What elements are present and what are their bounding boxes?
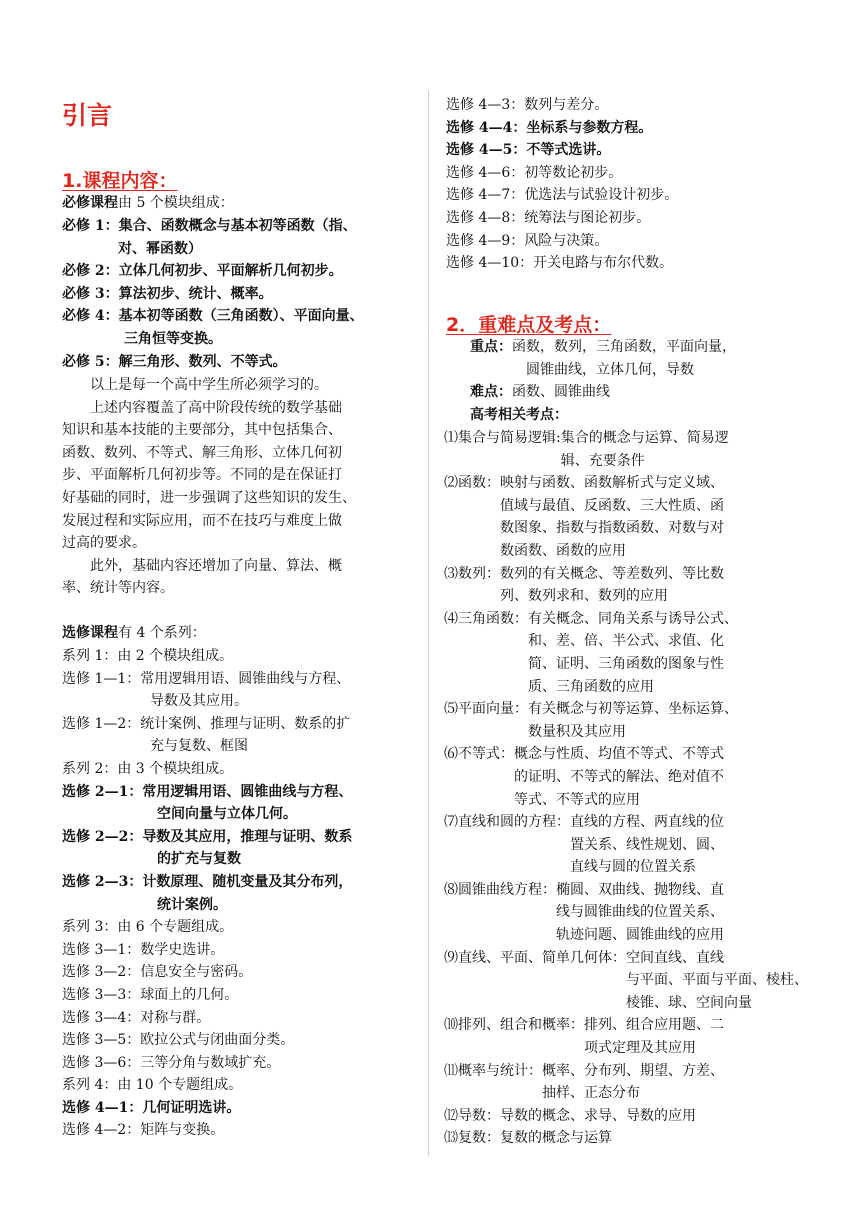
exam-point-topic: 导数： bbox=[458, 1107, 500, 1124]
exam-point-topic: 直线和圆的方程： bbox=[458, 814, 570, 831]
required-item: 必修 2：立体几何初步、平面解析几何初步。 bbox=[62, 263, 343, 280]
elective-line: 选修 2—1：常用逻辑用语、圆锥曲线与方程、 bbox=[62, 783, 353, 800]
exam-point-cont: 和、差、倍、半公式、求值、化 bbox=[528, 633, 724, 650]
exam-point-topic: 直线、平面、简单几何体： bbox=[458, 949, 626, 966]
exam-point-first-line bbox=[444, 743, 814, 766]
elective-line: 系列 4：由 10 个专题组成。 bbox=[62, 1077, 243, 1094]
exam-point-marker: ⑷ bbox=[444, 610, 458, 627]
required-intro bbox=[62, 192, 234, 215]
exam-point-topic: 函数： bbox=[458, 475, 500, 492]
exam-point bbox=[444, 472, 814, 562]
exam-point bbox=[444, 608, 814, 698]
elective-line-cont: 空间向量与立体几何。 bbox=[157, 806, 297, 823]
elective-line: 选修 4—3：数列与差分。 bbox=[446, 97, 609, 113]
elective-line: 选修 4—1：几何证明选讲。 bbox=[62, 1099, 241, 1116]
exam-point-text: 概念与性质、均值不等式、不等式 bbox=[514, 746, 724, 763]
exam-point-cont: 棱锥、球、空间向量 bbox=[626, 994, 752, 1011]
exam-point-topic: 平面向量： bbox=[458, 701, 528, 718]
exam-point-marker: ⑸ bbox=[444, 701, 458, 718]
section-1-heading: 1.课程内容： bbox=[62, 170, 178, 192]
exam-point-first-line bbox=[444, 879, 814, 902]
elective-line: 选修 3—1：数学史选讲。 bbox=[62, 941, 225, 958]
elective-list-continued bbox=[446, 94, 678, 275]
column-divider bbox=[428, 90, 429, 1156]
exam-point-topic: 数列： bbox=[458, 565, 500, 582]
elective-line: 选修 3—6：三等分角与数域扩充。 bbox=[62, 1054, 281, 1071]
elective-line-cont: 的扩充与复数 bbox=[157, 851, 241, 868]
exam-points-list bbox=[444, 427, 814, 1150]
exam-point-cont: 简、证明、三角函数的图象与性 bbox=[528, 655, 724, 672]
elective-line-cont: 充与复数、框图 bbox=[150, 738, 248, 755]
exam-point-cont: 轨迹问题、圆锥曲线的应用 bbox=[556, 927, 724, 944]
elective-list bbox=[62, 645, 352, 1142]
exam-point-cont: 值域与最值、反函数、三大性质、函 bbox=[500, 497, 724, 514]
elective-line: 选修 3—2：信息安全与密码。 bbox=[62, 964, 253, 981]
elective-line-cont: 导数及其应用。 bbox=[150, 693, 248, 710]
exam-point-first-line bbox=[444, 1105, 814, 1128]
exam-point-topic: 三角函数： bbox=[458, 610, 528, 627]
exam-point-first-line bbox=[444, 608, 814, 631]
exam-point-first-line bbox=[444, 811, 814, 834]
key-points-cont: 圆锥曲线，立体几何，导数 bbox=[526, 362, 694, 378]
elective-line: 选修 3—4：对称与群。 bbox=[62, 1009, 211, 1026]
paragraph: 此外，基础内容还增加了向量、算法、概 bbox=[90, 557, 342, 574]
elective-line: 选修 1—1：常用逻辑用语、圆锥曲线与方程、 bbox=[62, 670, 351, 687]
exam-point-marker: ⑺ bbox=[444, 814, 458, 831]
exam-point bbox=[444, 1014, 814, 1059]
exam-point-first-line bbox=[444, 1127, 814, 1150]
elective-line: 选修 3—3：球面上的几何。 bbox=[62, 986, 239, 1003]
elective-line: 选修 4—7：优选法与试验设计初步。 bbox=[446, 187, 679, 204]
exam-point-text: 有关概念、同角关系与诱导公式、 bbox=[528, 610, 738, 627]
required-list bbox=[62, 215, 364, 373]
required-item: 必修 3：算法初步、统计、概率。 bbox=[62, 285, 273, 302]
exam-point-cont: 与平面、平面与平面、棱柱、 bbox=[626, 972, 808, 989]
exam-point-first-line bbox=[444, 472, 814, 495]
exam-point-text: 排列、组合应用题、二 bbox=[584, 1017, 724, 1034]
exam-point-marker: ⑿ bbox=[444, 1107, 458, 1124]
required-item: 必修 5：解三角形、数列、不等式。 bbox=[62, 353, 287, 370]
exam-point-first-line bbox=[444, 427, 814, 450]
exam-point-text: 映射与函数、函数解析式与定义域、 bbox=[500, 475, 724, 492]
paragraph: 以上是每一个高中学生所必须学习的。 bbox=[90, 377, 328, 393]
exam-point-cont: 质、三角函数的应用 bbox=[528, 678, 654, 695]
elective-line: 选修 4—5：不等式选讲。 bbox=[446, 142, 611, 159]
elective-line: 选修 4—2：矩阵与变换。 bbox=[62, 1122, 225, 1139]
exam-point-cont: 直线与圆的位置关系 bbox=[570, 859, 696, 876]
elective-line: 选修 4—10：开关电路与布尔代数。 bbox=[446, 255, 674, 272]
exam-point-topic: 概率与统计： bbox=[458, 1062, 542, 1079]
exam-point bbox=[444, 1105, 814, 1128]
required-paragraphs: 以上是每一个高中学生所必须学习的。 上述内容覆盖了高中阶段传统的数学基础 知识和基本技能的主要部分，其中包括集合、 函数、数列、不等式、解三角形、立体几何初 步、平面解析几何初步等。不同的是在保证打 好基础的同时，进一步强调了这些知识的发生、 发展过程和实际应用，而不在技巧与难度上做 过高的要求。 此外，基础内容还增加了向量、算法、概 率、统计等内容。 bbox=[62, 374, 412, 600]
paragraph: 上述内容覆盖了高中阶段传统的数学基础 bbox=[90, 399, 342, 416]
exam-point-first-line bbox=[444, 947, 814, 970]
section-2-heading: 2．重难点及考点： bbox=[446, 314, 612, 336]
exam-point-cont: 线与圆锥曲线的位置关系、 bbox=[556, 904, 724, 921]
elective-line: 选修 4—9：风险与决策。 bbox=[446, 232, 609, 249]
exam-point-cont: 项式定理及其应用 bbox=[584, 1040, 696, 1057]
exam-point-first-line bbox=[444, 1014, 814, 1037]
elective-intro bbox=[62, 622, 206, 645]
exam-point-text: 导数的概念、求导、导数的应用 bbox=[500, 1107, 696, 1124]
required-intro-bold: 必修课程 bbox=[62, 195, 118, 211]
key-points: 重点：函数，数列，三角函数，平面向量， bbox=[470, 339, 736, 355]
exam-point-marker: ⑹ bbox=[444, 746, 458, 763]
exam-point-cont: 数图象、指数与指数函数、对数与对 bbox=[500, 520, 724, 537]
exam-point-marker: ⑵ bbox=[444, 475, 458, 492]
hard-points: 难点：函数、圆锥曲线 bbox=[470, 384, 610, 400]
exam-point-marker: ⑼ bbox=[444, 949, 458, 966]
exam-point-marker: ⑽ bbox=[444, 1017, 458, 1034]
exam-point-marker: ⒀ bbox=[444, 1130, 458, 1147]
exam-point bbox=[444, 563, 814, 608]
exam-point-topic: 排列、组合和概率： bbox=[458, 1017, 584, 1034]
exam-point-text: 数列的有关概念、等差数列、等比数 bbox=[500, 565, 724, 582]
required-item-cont: 对、幂函数） bbox=[118, 240, 202, 257]
exam-point-marker: ⑻ bbox=[444, 881, 458, 898]
exam-point-text: 椭圆、双曲线、抛物线、直 bbox=[556, 881, 724, 898]
exam-point bbox=[444, 427, 814, 472]
exam-point-cont: 数函数、函数的应用 bbox=[500, 542, 626, 559]
exam-point-cont: 的证明、不等式的解法、绝对值不 bbox=[514, 768, 724, 785]
exam-point-text: 有关概念与初等运算、坐标运算、 bbox=[528, 701, 738, 718]
required-item: 必修 1：集合、函数概念与基本初等函数（指、 bbox=[62, 218, 357, 234]
exam-point-marker: ⑶ bbox=[444, 565, 458, 582]
exam-point-text: 空间直线、直线 bbox=[626, 949, 724, 966]
exam-point-first-line bbox=[444, 563, 814, 586]
elective-line: 选修 4—8：统筹法与图论初步。 bbox=[446, 209, 651, 226]
exam-point-cont: 列、数列求和、数列的应用 bbox=[500, 588, 668, 605]
required-intro-rest: 由 5 个模块组成： bbox=[118, 195, 234, 211]
exam-point-text: 复数的概念与运算 bbox=[500, 1130, 612, 1147]
key-points-label: 重点： bbox=[470, 339, 512, 355]
exam-point-cont: 置关系、线性规划、圆、 bbox=[570, 836, 724, 853]
exam-point-topic: 不等式： bbox=[458, 746, 514, 763]
exam-point-marker: ⑴ bbox=[444, 430, 458, 446]
exam-point-cont: 辑、充要条件 bbox=[560, 452, 645, 469]
exam-points-label: 高考相关考点： bbox=[470, 407, 568, 423]
exam-point-first-line bbox=[444, 1060, 814, 1083]
elective-line: 选修 1—2：统计案例、推理与证明、数系的扩 bbox=[62, 715, 351, 732]
elective-line: 选修 3—5：欧拉公式与闭曲面分类。 bbox=[62, 1032, 295, 1049]
exam-point bbox=[444, 743, 814, 811]
elective-line: 系列 2：由 3 个模块组成。 bbox=[62, 760, 234, 777]
elective-line: 系列 3：由 6 个专题组成。 bbox=[62, 919, 234, 936]
exam-point-topic: 圆锥曲线方程： bbox=[458, 881, 556, 898]
required-item: 必修 4：基本初等函数（三角函数）、平面向量、 bbox=[62, 308, 364, 325]
exam-point-cont: 数量积及其应用 bbox=[528, 723, 626, 740]
elective-line: 选修 4—4：坐标系与参数方程。 bbox=[446, 119, 653, 136]
page-title: 引言 bbox=[62, 101, 113, 130]
exam-point bbox=[444, 947, 814, 1015]
exam-point bbox=[444, 879, 814, 947]
required-item-cont: 三角恒等变换。 bbox=[124, 330, 222, 347]
exam-point-text: 概率、分布列、期望、方差、 bbox=[542, 1062, 724, 1079]
exam-point bbox=[444, 811, 814, 879]
exam-point-text: 直线的方程、两直线的位 bbox=[570, 814, 724, 831]
elective-line: 选修 4—6：初等数论初步。 bbox=[446, 164, 623, 181]
exam-point-topic: 集合与简易逻辑: bbox=[458, 430, 561, 446]
exam-point-text: 集合的概念与运算、简易逻 bbox=[560, 430, 729, 446]
exam-point-cont: 抽样、正态分布 bbox=[542, 1085, 640, 1102]
exam-point-topic: 复数： bbox=[458, 1130, 500, 1147]
exam-point bbox=[444, 698, 814, 743]
exam-point bbox=[444, 1060, 814, 1105]
exam-point-marker: ⑾ bbox=[444, 1062, 458, 1079]
elective-line-cont: 统计案例。 bbox=[157, 896, 227, 913]
exam-point-cont: 等式、不等式的应用 bbox=[514, 791, 640, 808]
elective-line: 系列 1：由 2 个模块组成。 bbox=[62, 648, 234, 664]
hard-points-label: 难点： bbox=[470, 384, 512, 400]
elective-line: 选修 2—2：导数及其应用，推理与证明、数系 bbox=[62, 828, 353, 845]
elective-intro-bold: 选修课程 bbox=[62, 625, 118, 641]
elective-line: 选修 2—3：计数原理、随机变量及其分布列， bbox=[62, 873, 353, 890]
elective-intro-rest: 有 4 个系列： bbox=[118, 625, 206, 641]
exam-point bbox=[444, 1127, 814, 1150]
exam-point-first-line bbox=[444, 698, 814, 721]
